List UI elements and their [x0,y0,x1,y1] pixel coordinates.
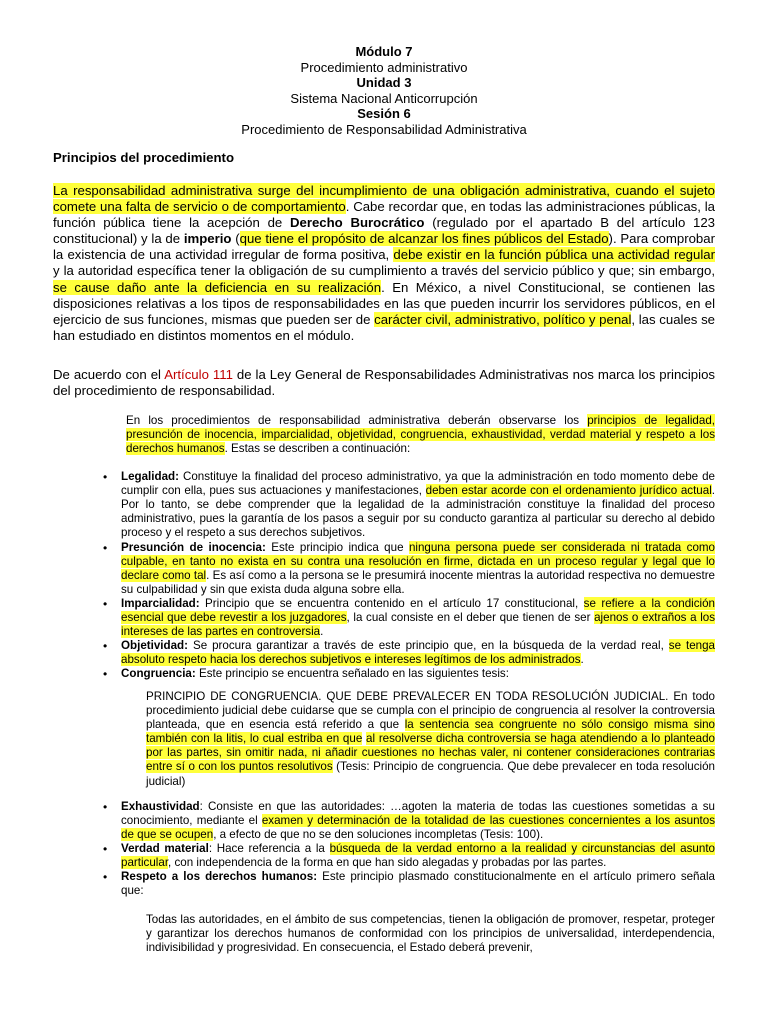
text-run: Todas las autoridades, en el ámbito de sus competencias, tienen la obligación de promover, respetar, proteger y garantizar los derechos humanos de conformidad con los principios de universalidad, interdependencia, indivisibilidad y progresividad. En consecuencia, el Estado deberá prevenir, [146,913,715,955]
principle-exhaustividad [121,800,715,842]
text-run: PRINCIPIO DE CONGRUENCIA. QUE DEBE PREVALECER EN TODA RESOLUCIÓN JUDICIAL. En todo procedimiento judicial debe cuidarse que se cumpla con el principio de congruencia al resolver la controversia planteada, que en esencia está referido a que [146,690,715,732]
text-run: , las cuales se han estudiado en distintos momentos en el módulo. [53,311,716,343]
bullet-marker: • [103,639,108,653]
principle-objetividad [121,639,715,667]
section-title: Principios del procedimiento [53,150,234,165]
bold-term: Congruencia: [121,667,196,680]
bold-term: Respeto a los derechos humanos: [121,870,318,883]
text-run: . Es así como a la persona se le presumirá inocente mientras la autoridad respectiva no demuestre su culpabilidad y sin que exista duda alguna sobre ella. [121,569,715,597]
article-paragraph [53,367,715,399]
article-reference: Artículo 111 [164,367,233,382]
highlighted-text: búsqueda de la verdad entorno a la realidad y circunstancias del asunto particular [121,842,715,870]
bullet-marker: • [103,667,108,681]
highlighted-text: la sentencia sea congruente no sólo consigo misma sino también con la litis, lo cual estriba en que [146,718,715,746]
text-run: : Consiste en que las autoridades: …agoten la materia de todas las cuestiones sometidas a su conocimiento, mediante el [121,800,715,828]
text-run: De acuerdo con el [53,367,165,382]
principle-verdad-material [121,842,715,870]
session-name: Procedimiento de Responsabilidad Administrativa [241,122,527,137]
bold-term: Legalidad: [121,470,179,483]
text-run: . En México, a nivel Constitucional, se contienen las disposiciones relativas a los tipos de responsabilidades en las que pueden incurrir los servidores públicos, en el ejercicio de sus funciones, mismas que pueden ser de [53,279,715,327]
text-run: . Estas se describen a continuación: [224,442,411,456]
bullet-marker: • [103,800,108,814]
bullet-marker: • [103,842,108,856]
principle-presuncion-inocencia [121,541,715,597]
text-run: . Por lo tanto, se debe comprender que la legalidad de la administración constituye la finalidad del proceso administrativo, pues la garantía de los pasos a seguir por su conducto garantiza al particular su derecho al debido proceso y el respeto a sus derechos subjetivos. [121,484,716,540]
highlighted-text: que tiene el propósito de alcanzar los fines públicos del Estado [239,231,609,247]
highlighted-text: carácter civil, administrativo, político y penal [374,311,632,327]
text-run: y la autoridad específica tener la obligación de su cumplimiento a través del servicio público y que; sin embargo, [53,263,715,279]
text-run: Principio que se encuentra contenido en el artículo 17 constitucional, [199,597,584,610]
text-run: . [320,625,324,639]
bullet-marker: • [103,597,108,611]
principle-congruencia [121,667,715,681]
quote-intro-paragraph [126,414,715,456]
text-run: Este principio plasmado constitucionalmente en el artículo primero señala que: [121,870,715,898]
highlighted-text: al resolverse dicha controversia se haga atendiendo a lo planteado por las partes, sin omitir nada, ni añadir cuestiones no hechas valer, ni contener consideraciones contrarias entre sí o con los puntos resolutivos [146,732,715,774]
highlighted-text: se tenga absoluto respeto hacia los derechos subjetivos e intereses legítimos de los administrados [121,639,716,667]
principle-imparcialidad [121,597,715,639]
text-run: Constituye la finalidad del proceso administrativo, ya que la administración en todo momento debe de cumplir con ella, pues sus actuaciones y manifestaciones, [121,470,715,498]
text-run: , con independencia de la forma en que han sido alegadas y probadas por las partes. [168,856,607,870]
text-run: (regulado por el apartado B del artículo 123 constitucional) y la de [53,215,716,247]
text-run: ( [231,231,240,247]
highlighted-text: se refiere a la condición esencial que debe revestir a los juzgadores [121,597,715,625]
text-run: . Cabe recordar que, en todas las administraciones públicas, la función pública tiene la acepción de [53,199,715,231]
intro-paragraph [53,183,715,344]
text-run: Este principio indica que [265,541,409,554]
unit-number: Unidad 3 [356,75,412,90]
bold-term: Imparcialidad: [121,597,200,610]
highlighted-text: examen y determinación de la totalidad de las cuestiones concernientes a los asuntos de que se ocupen [121,814,715,842]
text-run: de la Ley General de Responsabilidades Administrativas nos marca los principios del procedimiento de responsabilidad. [53,367,715,399]
derechos-humanos-quote [146,913,715,955]
text-run: ). Para comprobar la existencia de una actividad irregular de forma positiva, [53,231,715,263]
highlighted-text: ninguna persona puede ser considerada ni tratada como culpable, en tanto no exista en su contra una resolución en firme, dictada en un proceso regular y legal que lo declare como tal [121,541,715,583]
unit-name: Sistema Nacional Anticorrupción [290,91,478,106]
bold-term: Verdad material [121,842,209,855]
text-run: En los procedimientos de responsabilidad administrativa deberán observarse los [126,414,588,427]
congruencia-tesis-quote [146,690,715,789]
text-run: : Hace referencia a la [208,842,330,855]
bold-term: Presunción de inocencia: [121,541,266,554]
bold-term: Objetividad: [121,639,188,652]
text-run: . [580,653,584,667]
bold-term: imperio [183,231,232,247]
module-number: Módulo 7 [355,44,413,59]
session-number: Sesión 6 [357,106,411,121]
bullet-marker: • [103,541,108,555]
highlighted-text: se cause daño ante la deficiencia en su realización [53,279,382,295]
highlighted-text: debe existir en la función pública una actividad regular [393,247,715,263]
text-run: Este principio se encuentra señalado en las siguientes tesis: [195,667,509,680]
highlighted-text: deben estar acorde con el ordenamiento jurídico actual [425,484,712,498]
highlighted-text: ajenos o extraños a los intereses de las partes en controversia [121,611,716,639]
text-run: , la cual consiste en el deber que tienen de ser [346,611,595,625]
bold-term: Derecho Burocrático [289,215,425,231]
highlighted-text: principios de legalidad, presunción de inocencia, imparcialidad, objetividad, congruencia, exhaustividad, verdad material y respeto a los derechos humanos [126,414,715,456]
principle-derechos-humanos [121,870,715,898]
bullet-marker: • [103,470,108,484]
bullet-marker: • [103,870,108,884]
text-run: Se procura garantizar a través de este principio que, en la búsqueda de la verdad real, [188,639,669,652]
text-run: , a efecto de que no se den soluciones incompletas (Tesis: 100). [213,828,544,842]
bold-term: Exhaustividad [121,800,200,813]
highlighted-text: La responsabilidad administrativa surge del incumplimiento de una obligación administrativa, cuando el sujeto comete una falta de servicio o de comportamiento [53,183,715,215]
module-name: Procedimiento administrativo [300,60,468,75]
text-run: (Tesis: Principio de congruencia. Que debe prevalecer en toda resolución judicial) [146,760,715,788]
principle-legalidad [121,470,715,540]
